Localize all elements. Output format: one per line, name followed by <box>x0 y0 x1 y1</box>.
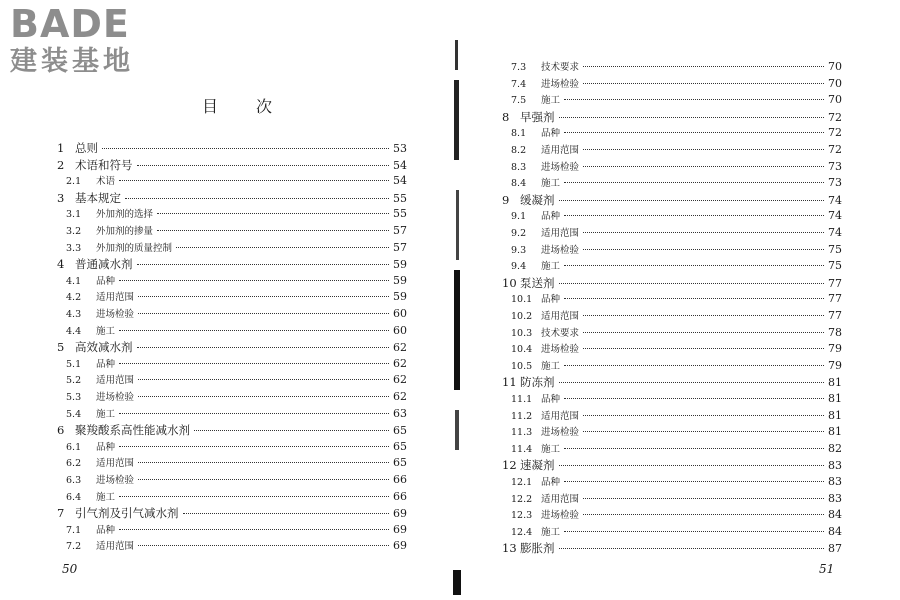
entry-title: 适用范围 <box>96 292 135 304</box>
dot-leader <box>138 313 389 314</box>
entry-title: 技术要求 <box>541 327 580 339</box>
entry-page: 59 <box>393 273 407 287</box>
entry-number: 1 <box>57 141 65 155</box>
entry-number: 3.1 <box>66 209 82 221</box>
toc-section-entry <box>497 92 842 108</box>
toc-section-entry <box>497 142 842 158</box>
entry-title: 适用范围 <box>96 375 135 387</box>
entry-number: 2.1 <box>66 176 82 188</box>
entry-page: 55 <box>393 207 407 221</box>
entry-number: 11.3 <box>511 427 533 439</box>
dot-leader <box>125 198 389 199</box>
entry-title: 进场检验 <box>541 510 580 522</box>
dot-leader <box>138 545 389 546</box>
dot-leader <box>559 283 825 284</box>
entry-number: 8.2 <box>511 145 527 156</box>
toc-chapter-entry <box>52 140 407 156</box>
entry-page: 83 <box>828 491 842 505</box>
entry-title: 施工 <box>541 261 561 273</box>
entry-page: 66 <box>393 489 407 503</box>
toc-section-entry <box>497 507 842 523</box>
dot-leader <box>564 531 824 532</box>
entry-number: 4.4 <box>66 325 82 337</box>
toc-chapter-entry <box>497 374 842 390</box>
entry-page: 60 <box>393 307 407 320</box>
toc-section-entry <box>52 489 407 505</box>
entry-number: 9.3 <box>511 244 527 256</box>
page-number: 51 <box>819 562 835 576</box>
entry-number: 13 <box>502 541 517 556</box>
dot-leader <box>157 213 389 214</box>
entry-number: 8.3 <box>511 161 527 173</box>
entry-number: 11.2 <box>511 410 533 422</box>
entry-number: 12.4 <box>511 526 533 538</box>
entry-title: 适用范围 <box>541 228 580 239</box>
entry-number: 2 <box>57 157 65 172</box>
dot-leader <box>559 200 825 201</box>
entry-page: 81 <box>828 392 842 405</box>
entry-number: 11 <box>502 375 517 390</box>
toc-section-entry <box>497 242 842 258</box>
entry-number: 8.4 <box>511 178 527 190</box>
dot-leader <box>183 513 390 514</box>
toc-section-entry <box>52 289 407 305</box>
entry-page: 70 <box>828 93 842 107</box>
dot-leader <box>119 363 389 364</box>
binding-gutter-shadow <box>452 40 462 600</box>
entry-page: 72 <box>828 126 842 140</box>
toc-section-entry <box>52 273 407 289</box>
dot-leader <box>176 247 389 248</box>
entry-page: 70 <box>828 76 842 90</box>
page-number: 50 <box>62 562 78 576</box>
toc-section-entry <box>497 358 842 374</box>
entry-title: 聚羧酸系高性能减水剂 <box>75 423 190 438</box>
dot-leader <box>583 415 824 416</box>
dot-leader <box>583 348 824 349</box>
entry-number: 3.3 <box>66 242 82 254</box>
dot-leader <box>559 117 825 118</box>
entry-number: 6 <box>57 423 65 438</box>
entry-title: 进场检验 <box>96 475 135 486</box>
entry-title: 进场检验 <box>96 392 135 403</box>
entry-number: 7.4 <box>511 78 527 90</box>
entry-number: 11.4 <box>511 443 533 455</box>
entry-title: 进场检验 <box>541 344 580 356</box>
entry-page: 70 <box>828 60 842 73</box>
entry-number: 7.3 <box>511 62 527 73</box>
entry-number: 4.2 <box>66 292 82 304</box>
entry-page: 54 <box>393 158 407 172</box>
entry-number: 7 <box>57 506 65 521</box>
entry-number: 4.3 <box>66 309 82 320</box>
entry-title: 品种 <box>96 524 116 536</box>
dot-leader <box>138 462 389 463</box>
logo-wordmark: BADE <box>10 2 130 46</box>
toc-section-entry <box>497 291 842 307</box>
dot-leader <box>559 465 825 466</box>
entry-title: 外加剂的质量控制 <box>96 242 173 254</box>
dot-leader <box>564 132 824 133</box>
entry-number: 8.1 <box>511 128 527 140</box>
dot-leader <box>583 249 824 250</box>
entry-title: 品种 <box>96 358 116 370</box>
entry-number: 6.3 <box>66 475 82 486</box>
entry-number: 9.4 <box>511 261 527 273</box>
entry-title: 进场检验 <box>541 78 580 90</box>
entry-page: 73 <box>828 159 842 173</box>
entry-number: 5.2 <box>66 375 82 387</box>
toc-chapter-entry <box>52 157 407 173</box>
dot-leader <box>564 365 824 366</box>
toc-section-entry <box>52 472 407 488</box>
dot-leader <box>583 166 824 167</box>
dot-leader <box>583 514 824 515</box>
toc-section-entry <box>52 522 407 538</box>
entry-page: 84 <box>828 508 842 522</box>
entry-page: 54 <box>393 174 407 188</box>
entry-title: 施工 <box>541 360 561 372</box>
entry-number: 5.3 <box>66 392 82 403</box>
dot-leader <box>119 180 389 181</box>
dot-leader <box>137 264 390 265</box>
toc-section-entry <box>497 441 842 457</box>
toc-section-entry <box>52 372 407 388</box>
toc-section-entry <box>497 159 842 175</box>
dot-leader <box>564 99 824 100</box>
toc-section-entry <box>52 439 407 455</box>
entry-number: 8 <box>502 109 510 124</box>
dot-leader <box>138 296 389 297</box>
entry-number: 6.4 <box>66 491 82 503</box>
entry-title: 适用范围 <box>541 493 580 505</box>
toc-section-entry <box>52 323 407 339</box>
entry-number: 6.1 <box>66 441 82 453</box>
entry-page: 87 <box>828 542 842 556</box>
dot-leader <box>559 382 825 383</box>
entry-number: 9.2 <box>511 228 527 239</box>
toc-section-entry <box>497 208 842 224</box>
toc-section-entry <box>52 406 407 422</box>
entry-title: 施工 <box>541 443 561 455</box>
dot-leader <box>138 479 389 480</box>
dot-leader <box>564 298 824 299</box>
entry-title: 品种 <box>541 294 561 306</box>
dot-leader <box>583 498 824 499</box>
dot-leader <box>119 446 389 447</box>
toc-section-entry <box>52 240 407 256</box>
toc-section-entry <box>52 356 407 372</box>
logo <box>10 4 180 78</box>
entry-title: 适用范围 <box>541 311 580 322</box>
entry-number: 5 <box>57 340 65 355</box>
entry-title: 品种 <box>541 394 561 405</box>
entry-page: 65 <box>393 439 407 453</box>
entry-title: 外加剂的选择 <box>96 209 154 221</box>
dot-leader <box>119 280 389 281</box>
entry-number: 11.1 <box>511 394 533 405</box>
entry-page: 79 <box>828 358 842 372</box>
dot-leader <box>583 66 824 67</box>
entry-title: 速凝剂 <box>520 458 555 473</box>
dot-leader <box>138 379 389 380</box>
entry-title: 品种 <box>96 275 116 287</box>
logo-subtitle: 建装基地 <box>10 46 134 77</box>
dot-leader <box>559 548 825 549</box>
entry-page: 69 <box>393 522 407 536</box>
entry-page: 60 <box>393 323 407 337</box>
entry-page: 57 <box>393 224 407 237</box>
entry-title: 施工 <box>96 408 116 420</box>
toc-section-entry <box>497 341 842 357</box>
entry-number: 7.2 <box>66 541 82 553</box>
entry-number: 9 <box>502 192 510 207</box>
dot-leader <box>102 148 389 149</box>
entry-page: 75 <box>828 259 842 273</box>
entry-number: 3.2 <box>66 226 82 237</box>
dot-leader <box>119 529 389 530</box>
dot-leader <box>119 330 389 331</box>
entry-title: 施工 <box>541 178 561 190</box>
toc-section-entry <box>52 206 407 222</box>
entry-page: 59 <box>393 290 407 304</box>
entry-title: 缓凝剂 <box>520 192 555 207</box>
entry-title: 术语 <box>96 176 116 188</box>
entry-number: 7.5 <box>511 95 527 107</box>
entry-number: 5.4 <box>66 408 82 420</box>
toc-section-entry <box>497 59 842 75</box>
toc-section-entry <box>497 474 842 490</box>
entry-number: 7.1 <box>66 524 82 536</box>
entry-number: 10.3 <box>511 327 533 339</box>
entry-number: 9.1 <box>511 211 527 223</box>
entry-page: 55 <box>393 191 407 205</box>
entry-title: 品种 <box>541 128 561 140</box>
dot-leader <box>583 315 824 316</box>
entry-title: 膨胀剂 <box>520 541 555 556</box>
entry-number: 10.2 <box>511 311 533 322</box>
dot-leader <box>583 332 824 333</box>
toc-chapter-entry <box>497 109 842 125</box>
dot-leader <box>564 182 824 183</box>
entry-title: 适用范围 <box>96 458 135 470</box>
entry-page: 83 <box>828 459 842 473</box>
entry-page: 74 <box>828 193 842 207</box>
dot-leader <box>157 230 389 231</box>
entry-number: 5.1 <box>66 358 82 370</box>
entry-page: 74 <box>828 209 842 223</box>
entry-page: 69 <box>393 539 407 553</box>
entry-title: 早强剂 <box>520 109 555 124</box>
entry-title: 进场检验 <box>541 427 580 439</box>
entry-page: 72 <box>828 143 842 156</box>
entry-number: 4.1 <box>66 275 82 287</box>
toc-section-entry <box>497 408 842 424</box>
entry-number: 12.3 <box>511 510 533 522</box>
dot-leader <box>564 265 824 266</box>
dot-leader <box>138 396 389 397</box>
entry-number: 12 <box>502 458 517 473</box>
toc-section-entry <box>497 225 842 241</box>
entry-number: 10 <box>502 275 517 290</box>
toc-section-entry <box>497 308 842 324</box>
toc-chapter-entry <box>52 190 407 206</box>
entry-page: 78 <box>828 325 842 339</box>
toc-section-entry <box>52 223 407 239</box>
toc-chapter-entry <box>52 256 407 272</box>
entry-page: 53 <box>393 142 407 155</box>
toc-section-entry <box>52 538 407 554</box>
entry-title: 普通减水剂 <box>75 257 133 272</box>
dot-leader <box>564 481 824 482</box>
entry-title: 进场检验 <box>96 309 135 320</box>
entry-number: 6.2 <box>66 458 82 470</box>
entry-title: 施工 <box>541 526 561 538</box>
entry-number: 4 <box>57 257 65 272</box>
entry-title: 防冻剂 <box>520 375 555 390</box>
entry-title: 引气剂及引气减水剂 <box>75 506 179 521</box>
entry-title: 品种 <box>96 441 116 453</box>
entry-page: 57 <box>393 240 407 254</box>
entry-title: 施工 <box>541 95 561 107</box>
dot-leader <box>119 413 389 414</box>
dot-leader <box>137 347 390 348</box>
toc-chapter-entry <box>497 457 842 473</box>
toc-chapter-entry <box>497 540 842 556</box>
toc-section-entry <box>497 325 842 341</box>
entry-page: 74 <box>828 226 842 239</box>
toc-section-entry <box>497 125 842 141</box>
dot-leader <box>194 430 389 431</box>
entry-title: 品种 <box>541 477 561 488</box>
entry-number: 10.1 <box>511 294 533 306</box>
toc-section-entry <box>52 173 407 189</box>
entry-page: 63 <box>393 406 407 420</box>
dot-leader <box>583 232 824 233</box>
toc-chapter-entry <box>497 192 842 208</box>
entry-page: 81 <box>828 425 842 439</box>
entry-number: 12.1 <box>511 477 533 488</box>
dot-leader <box>583 431 824 432</box>
entry-number: 10.5 <box>511 360 533 372</box>
entry-title: 总则 <box>75 141 98 155</box>
entry-page: 77 <box>828 292 842 306</box>
entry-title: 外加剂的掺量 <box>96 226 154 237</box>
entry-page: 59 <box>393 258 407 272</box>
entry-page: 84 <box>828 524 842 538</box>
entry-number: 10.4 <box>511 344 533 356</box>
toc-section-entry <box>52 389 407 405</box>
entry-page: 65 <box>393 424 407 438</box>
entry-page: 62 <box>393 373 407 387</box>
entry-title: 进场检验 <box>541 161 580 173</box>
entry-number: 12.2 <box>511 493 533 505</box>
entry-title: 术语和符号 <box>75 157 133 172</box>
entry-title: 施工 <box>96 325 116 337</box>
entry-page: 82 <box>828 441 842 455</box>
entry-title: 高效减水剂 <box>75 340 133 355</box>
entry-page: 77 <box>828 309 842 322</box>
entry-title: 适用范围 <box>541 410 580 422</box>
toc-section-entry <box>52 306 407 322</box>
entry-page: 62 <box>393 390 407 403</box>
dot-leader <box>583 83 824 84</box>
entry-title: 进场检验 <box>541 244 580 256</box>
entry-page: 81 <box>828 376 842 390</box>
toc-title: 目次 <box>202 97 311 116</box>
toc-section-entry <box>497 491 842 507</box>
entry-page: 62 <box>393 341 407 355</box>
dot-leader <box>583 149 824 150</box>
entry-page: 79 <box>828 342 842 356</box>
toc-section-entry <box>497 524 842 540</box>
dot-leader <box>564 398 824 399</box>
entry-page: 72 <box>828 110 842 124</box>
entry-page: 83 <box>828 475 842 488</box>
entry-title: 泵送剂 <box>520 275 555 290</box>
entry-title: 品种 <box>541 211 561 223</box>
toc-chapter-entry <box>52 339 407 355</box>
entry-page: 81 <box>828 408 842 422</box>
entry-title: 基本规定 <box>75 190 121 205</box>
dot-leader <box>564 448 824 449</box>
entry-number: 3 <box>57 190 65 205</box>
entry-page: 65 <box>393 456 407 470</box>
toc-section-entry <box>497 76 842 92</box>
toc-section-entry <box>497 175 842 191</box>
entry-page: 77 <box>828 276 842 290</box>
entry-page: 69 <box>393 507 407 521</box>
entry-title: 适用范围 <box>96 541 135 553</box>
entry-page: 66 <box>393 473 407 486</box>
toc-chapter-entry <box>497 275 842 291</box>
toc-section-entry <box>497 258 842 274</box>
entry-page: 73 <box>828 176 842 190</box>
toc-section-entry <box>497 391 842 407</box>
toc-section-entry <box>497 424 842 440</box>
entry-title: 施工 <box>96 491 116 503</box>
dot-leader <box>137 165 390 166</box>
dot-leader <box>119 496 389 497</box>
toc-chapter-entry <box>52 422 407 438</box>
toc-section-entry <box>52 455 407 471</box>
entry-title: 适用范围 <box>541 145 580 156</box>
entry-title: 技术要求 <box>541 62 580 73</box>
entry-page: 75 <box>828 242 842 256</box>
dot-leader <box>564 215 824 216</box>
toc-chapter-entry <box>52 505 407 521</box>
entry-page: 62 <box>393 356 407 370</box>
